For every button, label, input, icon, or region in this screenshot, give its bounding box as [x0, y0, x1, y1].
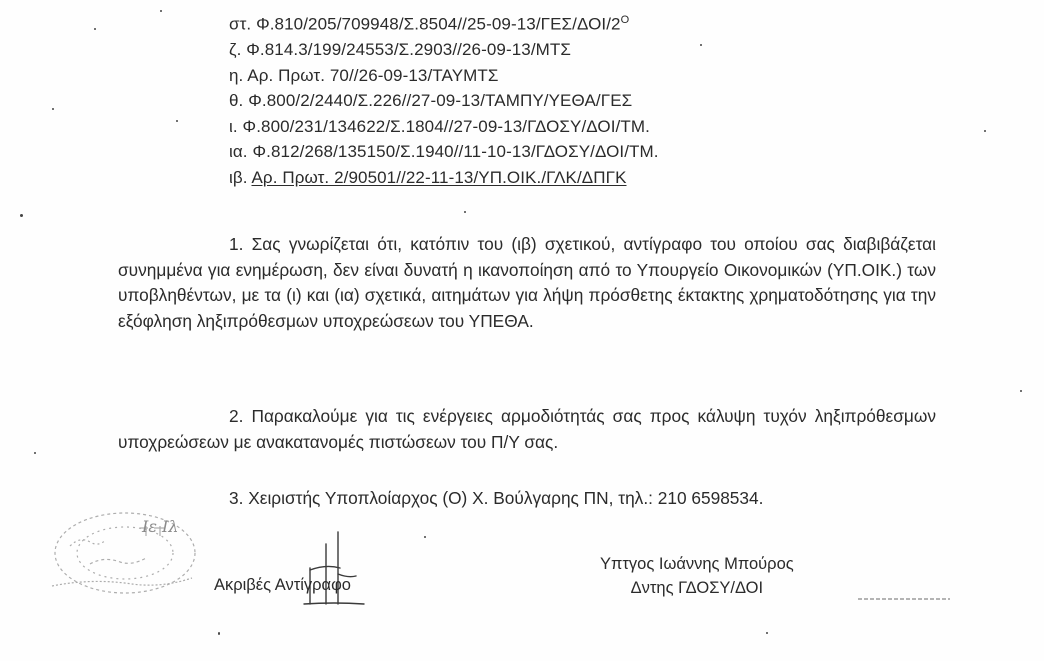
reference-list — [229, 8, 659, 190]
reference-item — [229, 114, 659, 140]
scan-speck — [1020, 390, 1022, 392]
paragraph-2-text: 2. Παρακαλούμε για τις ενέργειες αρμοδιότητάς σας προς κάλυψη τυχόν ληξιπρόθεσμων υποχρεώσεων με ανακατανομές πιστώσεων του Π/Υ σας. — [118, 406, 936, 452]
reference-label: η. — [229, 65, 244, 85]
paragraph-2 — [118, 404, 936, 455]
scan-speck — [176, 120, 178, 122]
reference-text: Αρ. Πρωτ. 2/90501//22-11-13/ΥΠ.ΟΙΚ./ΓΛΚ/ΔΠΓΚ — [251, 167, 627, 187]
reference-text: Φ.812/268/135150/Σ.1940//11-10-13/ΓΔΟΣΥ/ΔΟΙ/ΤΜ. — [252, 142, 659, 162]
signer-name: Υπτγος Ιωάννης Μπούρος — [600, 555, 794, 573]
scan-speck — [766, 632, 768, 634]
reference-text: Φ.800/2/2440/Σ.226//27-09-13/ΤΑΜΠΥ/ΥΕΘΑ/ΓΕΣ — [248, 91, 633, 111]
reference-label: θ. — [229, 91, 244, 111]
signature-block — [600, 552, 794, 600]
official-stamp — [30, 498, 230, 608]
paragraph-1 — [118, 232, 936, 334]
reference-label: ι. — [229, 116, 238, 136]
scan-speck — [464, 211, 466, 213]
scan-speck — [160, 10, 162, 12]
scan-speck — [34, 452, 36, 454]
scan-speck — [218, 632, 220, 635]
scan-speck — [52, 108, 54, 110]
reference-item — [229, 8, 659, 37]
reference-label: ζ. — [229, 40, 242, 60]
stamp-handwriting: Ιε Ιλ — [142, 517, 179, 536]
reference-item — [229, 139, 659, 165]
reference-item — [229, 88, 659, 114]
reference-item — [229, 165, 659, 191]
reference-item — [229, 37, 659, 63]
scan-speck — [424, 536, 426, 538]
reference-label: ια. — [229, 142, 248, 162]
scan-speck — [94, 28, 96, 30]
true-copy-label: Ακριβές Αντίγραφο — [214, 576, 351, 594]
reference-text: Αρ. Πρωτ. 70//26-09-13/ΤΑΥΜΤΣ — [247, 65, 499, 85]
paragraph-1-text: 1. Σας γνωρίζεται ότι, κατόπιν του (ιβ) σχετικού, αντίγραφο του οποίου σας διαβιβάζεται συνημμένα για ενημέρωση, δεν είναι δυνατή η ικανοποίηση από το Υπουργείο Οικονομικών (ΥΠ.ΟΙΚ.) των υποβληθέντων, με τα (ι) και (ια) σχετικά, αιτημάτων για λήψη πρόσθετης έκτακτης χρηματοδότησης για την εξόφληση ληξιπρόθεσμων υποχρεώσεων του ΥΠΕΘΑ. — [118, 234, 936, 331]
signature-dash-line — [858, 598, 950, 600]
scan-speck — [20, 214, 23, 217]
reference-text: Φ.810/205/709948/Σ.8504//25-09-13/ΓΕΣ/ΔΟΙ/2 — [256, 14, 621, 34]
reference-label: στ. — [229, 14, 252, 34]
reference-item — [229, 63, 659, 89]
signer-title: Δντης ΓΔΟΣΥ/ΔΟΙ — [630, 579, 764, 597]
reference-label: ιβ. — [229, 167, 248, 187]
reference-text: Φ.814.3/199/24553/Σ.2903//26-09-13/ΜΤΣ — [246, 40, 572, 60]
reference-text: Φ.800/231/134622/Σ.1804//27-09-13/ΓΔΟΣΥ/ΔΟΙ/ΤΜ. — [242, 116, 650, 136]
scan-speck — [700, 44, 702, 46]
paragraph-3: 3. Χειριστής Υποπλοίαρχος (Ο) Χ. Βούλγαρης ΠΝ, τηλ.: 210 6598534. — [229, 488, 764, 508]
scan-speck — [984, 130, 986, 132]
reference-superscript: Ο — [620, 14, 630, 26]
